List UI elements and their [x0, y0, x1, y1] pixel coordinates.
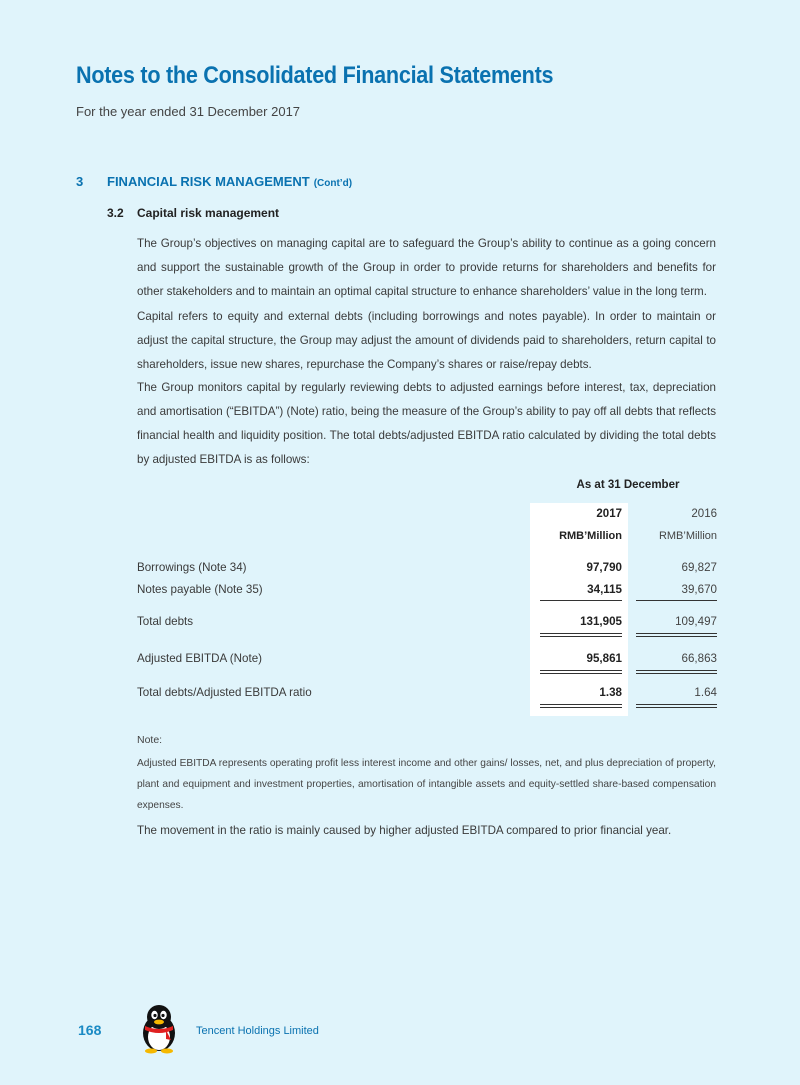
page-number: 168	[78, 1022, 102, 1038]
column-unit-2017: RMB’Million	[559, 530, 622, 542]
subsection-number: 3.2	[107, 206, 124, 220]
column-unit-2016: RMB’Million	[658, 530, 717, 542]
total-rule	[636, 670, 717, 671]
subsection-title: Capital risk management	[137, 206, 280, 220]
penguin-logo-icon	[136, 1003, 182, 1055]
paragraph-objectives: The Group’s objectives on managing capital are to safeguard the Group’s ability to continue as a going concern and support the sustainable growth of the Group in order to provide returns for shareholders and benefits for other stakeholders and to maintain an optimal capital structure to enhance shareholders’ value in the long term.	[137, 237, 716, 298]
total-rule	[636, 673, 717, 674]
total-rule	[540, 670, 622, 671]
total-rule	[540, 707, 622, 708]
closing-paragraph: The movement in the ratio is mainly caused by higher adjusted EBITDA compared to prior financial year.	[137, 824, 672, 837]
table-row-label: Adjusted EBITDA (Note)	[137, 652, 263, 665]
table-cell-2017: 97,790	[586, 561, 622, 574]
table-cell-2017: 1.38	[599, 686, 622, 699]
section-suffix: (Cont’d)	[313, 178, 353, 189]
total-rule	[636, 707, 717, 708]
paragraph-monitoring: The Group monitors capital by regularly reviewing debts to adjusted earnings before interest, tax, depreciation and amortisation (“EBITDA”) (Note) ratio, being the measure of the Group’s ability to pay off all debts that reflects financial health and liquidity position. The total debts/adjusted EBITDA ratio calculated by dividing the total debts by adjusted EBITDA is as follows:	[137, 381, 716, 466]
table-cell-2016: 39,670	[681, 583, 717, 596]
table-row-label: Borrowings (Note 34)	[137, 561, 247, 574]
total-rule	[540, 704, 622, 705]
table-row-label: Total debts	[137, 615, 194, 628]
total-rule	[540, 636, 622, 637]
table-row-label: Notes payable (Note 35)	[137, 583, 263, 596]
table-cell-2016: 69,827	[681, 561, 717, 574]
column-header-2017: 2017	[596, 508, 622, 520]
table-cell-2016: 109,497	[675, 615, 717, 628]
note-heading: Note:	[137, 734, 163, 746]
table-group-header: As at 31 December	[576, 479, 680, 491]
paragraph-capital-definition: Capital refers to equity and external debts (including borrowings and notes payable). In order to maintain or adjust the capital structure, the Group may adjust the amount of dividends paid to shareholders, return capital to shareholders, issue new shares, repurchase the Company’s shares or raise/repay debts.	[137, 310, 716, 371]
table-cell-2016: 1.64	[694, 686, 717, 699]
section-number: 3	[76, 174, 84, 189]
table-cell-2016: 66,863	[681, 652, 717, 665]
section-title: FINANCIAL RISK MANAGEMENT	[107, 174, 310, 189]
total-rule	[540, 633, 622, 634]
subtotal-rule	[540, 600, 622, 601]
note-text: Adjusted EBITDA represents operating profit less interest income and other gains/ losses, net, and plus depreciation of property, plant and equipment and investment properties, amortisation of intangible assets and equity-settled share-based compensation expenses.	[137, 758, 716, 811]
table-cell-2017: 131,905	[580, 615, 622, 628]
total-rule	[636, 633, 717, 634]
subsection-heading	[107, 206, 279, 220]
section-heading	[76, 174, 352, 189]
subtotal-rule	[636, 600, 717, 601]
total-rule	[540, 673, 622, 674]
total-rule	[636, 636, 717, 637]
table-cell-2017: 34,115	[587, 583, 622, 596]
total-rule	[636, 704, 717, 705]
company-name: Tencent Holdings Limited	[196, 1025, 319, 1037]
table-row-label: Total debts/Adjusted EBITDA ratio	[137, 686, 312, 699]
table-cell-2017: 95,861	[586, 652, 622, 665]
column-header-2016: 2016	[691, 508, 717, 520]
page-title: Notes to the Consolidated Financial Statements	[76, 62, 554, 89]
page-subtitle: For the year ended 31 December 2017	[76, 104, 301, 119]
